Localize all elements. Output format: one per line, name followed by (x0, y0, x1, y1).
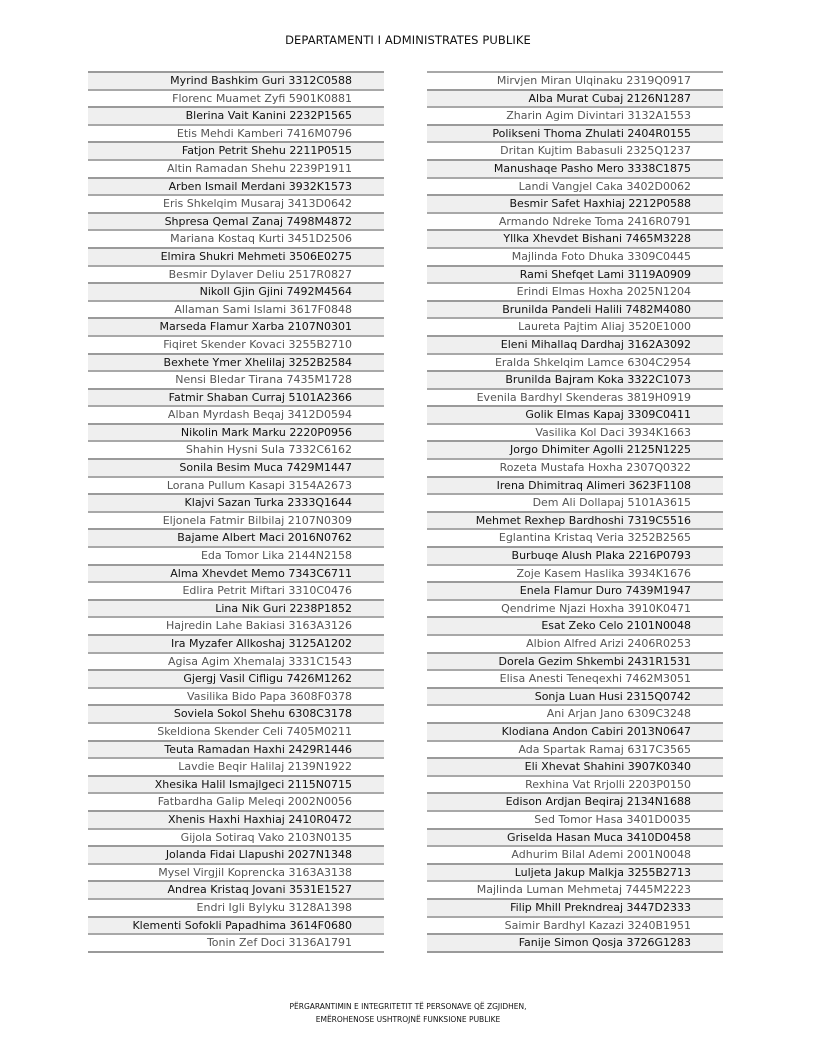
list-item: Fiqiret Skender Kovaci 3255B2710 (88, 335, 384, 353)
list-item: Xhesika Halil Ismajlgeci 2115N0715 (88, 775, 384, 793)
list-item: Dem Ali Dollapaj 5101A3615 (427, 493, 723, 511)
list-item: Altin Ramadan Shehu 2239P1911 (88, 159, 384, 177)
list-item: Gijola Sotiraq Vako 2103N0135 (88, 828, 384, 846)
list-item: Vasilika Bido Papa 3608F0378 (88, 687, 384, 705)
list-item: Jolanda Fidai Llapushi 2027N1348 (88, 845, 384, 863)
list-item: Vasilika Kol Daci 3934K1663 (427, 423, 723, 441)
list-item: Ada Spartak Ramaj 6317C3565 (427, 740, 723, 758)
list-item: Nikolin Mark Marku 2220P0956 (88, 423, 384, 441)
list-item: Griselda Hasan Muca 3410D0458 (427, 828, 723, 846)
list-item: Alba Murat Cubaj 2126N1287 (427, 89, 723, 107)
list-item: Eljonela Fatmir Bilbilaj 2107N0309 (88, 511, 384, 529)
list-item: Adhurim Bilal Ademi 2001N0048 (427, 845, 723, 863)
left-name-list (88, 71, 384, 953)
page-title: DEPARTAMENTI I ADMINISTRATES PUBLIKE (285, 33, 531, 47)
list-item: Klajvi Sazan Turka 2333Q1644 (88, 493, 384, 511)
list-item: Hajredin Lahe Bakiasi 3163A3126 (88, 616, 384, 634)
list-item: Etis Mehdi Kamberi 7416M0796 (88, 124, 384, 142)
list-item: Gjergj Vasil Cifligu 7426M1262 (88, 669, 384, 687)
list-item: Fatmir Shaban Curraj 5101A2366 (88, 388, 384, 406)
list-item: Besmir Safet Haxhiaj 2212P0588 (427, 194, 723, 212)
list-item: Klementi Sofokli Papadhima 3614F0680 (88, 916, 384, 934)
list-item: Dritan Kujtim Babasuli 2325Q1237 (427, 141, 723, 159)
list-item: Albion Alfred Arizi 2406R0253 (427, 634, 723, 652)
list-item: Luljeta Jakup Malkja 3255B2713 (427, 863, 723, 881)
list-item: Sed Tomor Hasa 3401D0035 (427, 810, 723, 828)
list-item: Nensi Bledar Tirana 7435M1728 (88, 370, 384, 388)
list-item: Myrind Bashkim Guri 3312C0588 (88, 71, 384, 89)
list-item: Mirvjen Miran Ulqinaku 2319Q0917 (427, 71, 723, 89)
list-item: Esat Zeko Celo 2101N0048 (427, 616, 723, 634)
list-item: Polikseni Thoma Zhulati 2404R0155 (427, 124, 723, 142)
right-name-list (427, 71, 723, 953)
list-item: Laureta Pajtim Aliaj 3520E1000 (427, 317, 723, 335)
list-item: Mariana Kostaq Kurti 3451D2506 (88, 229, 384, 247)
list-item: Besmir Dylaver Deliu 2517R0827 (88, 265, 384, 283)
list-item: Fatbardha Galip Meleqi 2002N0056 (88, 792, 384, 810)
list-item: Alban Myrdash Beqaj 3412D0594 (88, 405, 384, 423)
list-item: Rami Shefqet Lami 3119A0909 (427, 265, 723, 283)
list-item: Andrea Kristaq Jovani 3531E1527 (88, 880, 384, 898)
list-item: Golik Elmas Kapaj 3309C0411 (427, 405, 723, 423)
list-item: Fatjon Petrit Shehu 2211P0515 (88, 141, 384, 159)
list-item: Shpresa Qemal Zanaj 7498M4872 (88, 212, 384, 230)
list-item: Jorgo Dhimiter Agolli 2125N1225 (427, 440, 723, 458)
list-item: Brunilda Pandeli Halili 7482M4080 (427, 300, 723, 318)
list-item: Nikoll Gjin Gjini 7492M4564 (88, 282, 384, 300)
list-item: Eglantina Kristaq Veria 3252B2565 (427, 528, 723, 546)
list-item: Ira Myzafer Allkoshaj 3125A1202 (88, 634, 384, 652)
list-item: Irena Dhimitraq Alimeri 3623F1108 (427, 476, 723, 494)
list-item: Bajame Albert Maci 2016N0762 (88, 528, 384, 546)
list-item: Fanije Simon Qosja 3726G1283 (427, 933, 723, 951)
list-item: Allaman Sami Islami 3617F0848 (88, 300, 384, 318)
list-item: Arben Ismail Merdani 3932K1573 (88, 177, 384, 195)
list-item: Agisa Agim Xhemalaj 3331C1543 (88, 652, 384, 670)
list-item: Eli Xhevat Shahini 3907K0340 (427, 757, 723, 775)
list-item: Tonin Zef Doci 3136A1791 (88, 933, 384, 951)
list-item: Enela Flamur Duro 7439M1947 (427, 581, 723, 599)
list-item: Majlinda Luman Mehmetaj 7445M2223 (427, 880, 723, 898)
list-item: Ani Arjan Jano 6309C3248 (427, 704, 723, 722)
list-bottom-rule (88, 951, 384, 953)
list-item: Shahin Hysni Sula 7332C6162 (88, 440, 384, 458)
list-item: Blerina Vait Kanini 2232P1565 (88, 106, 384, 124)
list-item: Saimir Bardhyl Kazazi 3240B1951 (427, 916, 723, 934)
footer-line-2: EMËROHENOSE USHTROJNË FUNKSIONE PUBLIKE (315, 1015, 501, 1024)
list-item: Klodiana Andon Cabiri 2013N0647 (427, 722, 723, 740)
list-item: Armando Ndreke Toma 2416R0791 (427, 212, 723, 230)
list-item: Brunilda Bajram Koka 3322C1073 (427, 370, 723, 388)
list-item: Lorana Pullum Kasapi 3154A2673 (88, 476, 384, 494)
list-item: Alma Xhevdet Memo 7343C6711 (88, 564, 384, 582)
list-bottom-rule (427, 951, 723, 953)
list-item: Rexhina Vat Rrjolli 2203P0150 (427, 775, 723, 793)
list-item: Burbuqe Alush Plaka 2216P0793 (427, 546, 723, 564)
list-item: Manushaqe Pasho Mero 3338C1875 (427, 159, 723, 177)
list-item: Yllka Xhevdet Bishani 7465M3228 (427, 229, 723, 247)
page-footer (0, 1000, 816, 1026)
list-item: Zoje Kasem Haslika 3934K1676 (427, 564, 723, 582)
list-item: Rozeta Mustafa Hoxha 2307Q0322 (427, 458, 723, 476)
list-item: Eris Shkelqim Musaraj 3413D0642 (88, 194, 384, 212)
list-item: Marseda Flamur Xarba 2107N0301 (88, 317, 384, 335)
list-item: Evenila Bardhyl Skenderas 3819H0919 (427, 388, 723, 406)
list-item: Mysel Virgjil Koprencka 3163A3138 (88, 863, 384, 881)
list-item: Teuta Ramadan Haxhi 2429R1446 (88, 740, 384, 758)
list-item: Filip Mhill Prekndreaj 3447D2333 (427, 898, 723, 916)
list-item: Landi Vangjel Caka 3402D0062 (427, 177, 723, 195)
footer-line-1: PËRGARANTIMIN E INTEGRITETIT TË PERSONAVE QË ZGJIDHEN, (289, 1002, 527, 1011)
list-item: Florenc Muamet Zyfi 5901K0881 (88, 89, 384, 107)
list-item: Eleni Mihallaq Dardhaj 3162A3092 (427, 335, 723, 353)
list-item: Bexhete Ymer Xhelilaj 3252B2584 (88, 353, 384, 371)
list-item: Endri Igli Bylyku 3128A1398 (88, 898, 384, 916)
list-item: Soviela Sokol Shehu 6308C3178 (88, 704, 384, 722)
list-item: Erindi Elmas Hoxha 2025N1204 (427, 282, 723, 300)
list-item: Majlinda Foto Dhuka 3309C0445 (427, 247, 723, 265)
list-item: Sonja Luan Husi 2315Q0742 (427, 687, 723, 705)
list-item: Elmira Shukri Mehmeti 3506E0275 (88, 247, 384, 265)
list-item: Mehmet Rexhep Bardhoshi 7319C5516 (427, 511, 723, 529)
list-item: Edlira Petrit Miftari 3310C0476 (88, 581, 384, 599)
list-item: Lina Nik Guri 2238P1852 (88, 599, 384, 617)
list-item: Xhenis Haxhi Haxhiaj 2410R0472 (88, 810, 384, 828)
list-item: Dorela Gezim Shkembi 2431R1531 (427, 652, 723, 670)
list-item: Eda Tomor Lika 2144N2158 (88, 546, 384, 564)
list-item: Elisa Anesti Teneqexhi 7462M3051 (427, 669, 723, 687)
list-item: Zharin Agim Divintari 3132A1553 (427, 106, 723, 124)
list-item: Qendrime Njazi Hoxha 3910K0471 (427, 599, 723, 617)
list-item: Sonila Besim Muca 7429M1447 (88, 458, 384, 476)
list-item: Edison Ardjan Beqiraj 2134N1688 (427, 792, 723, 810)
list-item: Lavdie Beqir Halilaj 2139N1922 (88, 757, 384, 775)
list-item: Skeldiona Skender Celi 7405M0211 (88, 722, 384, 740)
list-item: Eralda Shkelqim Lamce 6304C2954 (427, 353, 723, 371)
